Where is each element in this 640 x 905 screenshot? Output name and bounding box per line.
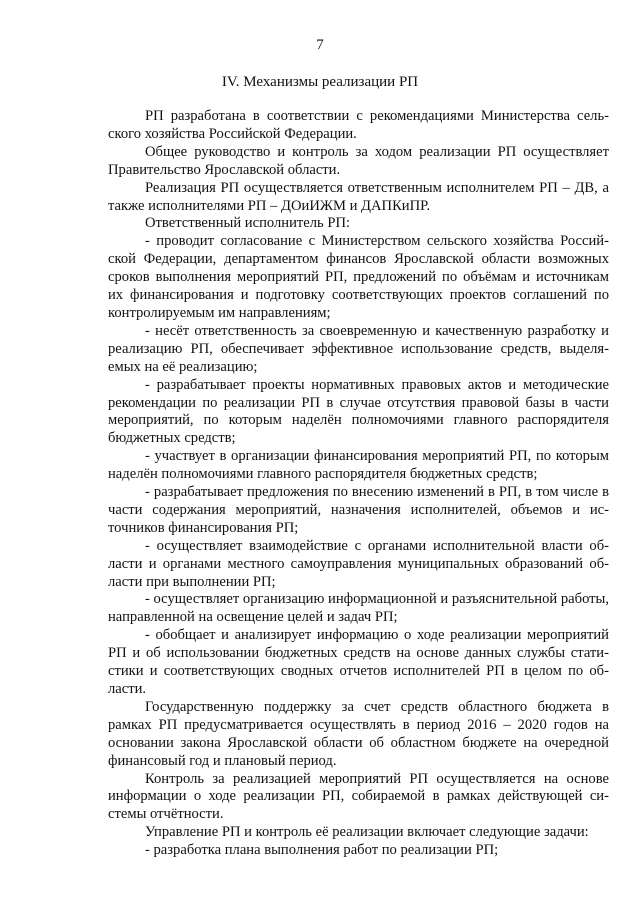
paragraph: - разработка плана выполнения работ по реализации РП; (145, 842, 499, 859)
document-body (108, 108, 609, 860)
paragraph: Реализация РП осуществляется ответственным исполнителем РП – ДВ, а также исполнителями РП – ДОиИЖМ и ДАПКиПР. (108, 179, 609, 214)
paragraph: - участвует в организации финансирования мероприятий РП, по которым наделён полномочиями главного распорядителя бюджетных средств; (108, 448, 609, 483)
paragraph: Ответственный исполнитель РП: (145, 215, 351, 232)
paragraph: Общее руководство и контроль за ходом реализации РП осуществляет Правительство Ярославской области. (108, 143, 609, 178)
section-title: IV. Механизмы реализации РП (221, 74, 419, 90)
paragraph: Контроль за реализацией мероприятий РП осуществляется на основе информации о ходе реализации РП, собираемой в рамках действующей системы отчётности. (108, 770, 609, 823)
page-number: 7 (316, 37, 324, 53)
paragraph: - разрабатывает проекты нормативных правовых актов и методические рекомендации по реализации РП в случае отсутствия правовой базы в части мероприятий, по которым наделён полномочиями главного распорядителя бюджетных средств; (108, 376, 609, 447)
paragraph: - осуществляет организацию информационной и разъяснительной работы, направленной на освещение целей и задач РП; (108, 591, 609, 626)
paragraph: - обобщает и анализирует информацию о ходе реализации мероприятий РП и об использовании бюджетных средств на основе данных службы статистики и соответствующих сводных отчетов исполнителей РП в целом по области. (108, 627, 609, 697)
paragraph: - разрабатывает предложения по внесению изменений в РП, в том числе в части содержания мероприятий, назначения исполнителей, объемов и источников финансирования РП; (108, 484, 609, 536)
paragraph: - осуществляет взаимодействие с органами исполнительной власти области и органами местного самоуправления муниципальных образований области при выполнении РП; (108, 537, 609, 590)
paragraph: - проводит согласование с Министерством сельского хозяйства Российской Федерации, департаментом финансов Ярославской области возможных сроков выполнения мероприятий РП, предложений по объёмам и источникам их финансирования и подготовку соответствующих проектов соглашений по контролируемым им направлениям; (108, 233, 609, 321)
paragraph: Государственную поддержку за счет средств областного бюджета в рамках РП предусматривается осуществлять в период 2016 – 2020 годов на основании закона Ярославской области об областном бюджете на очередной финансовый год и плановый период. (108, 698, 609, 769)
paragraph: - несёт ответственность за своевременную и качественную разработку и реализацию РП, обеспечивает эффективное использование средств, выделяемых на её реализацию; (108, 322, 609, 375)
paragraph: РП разработана в соответствии с рекомендациями Министерства сельского хозяйства Российской Федерации. (108, 108, 609, 142)
paragraph: Управление РП и контроль её реализации включает следующие задачи: (145, 824, 589, 841)
